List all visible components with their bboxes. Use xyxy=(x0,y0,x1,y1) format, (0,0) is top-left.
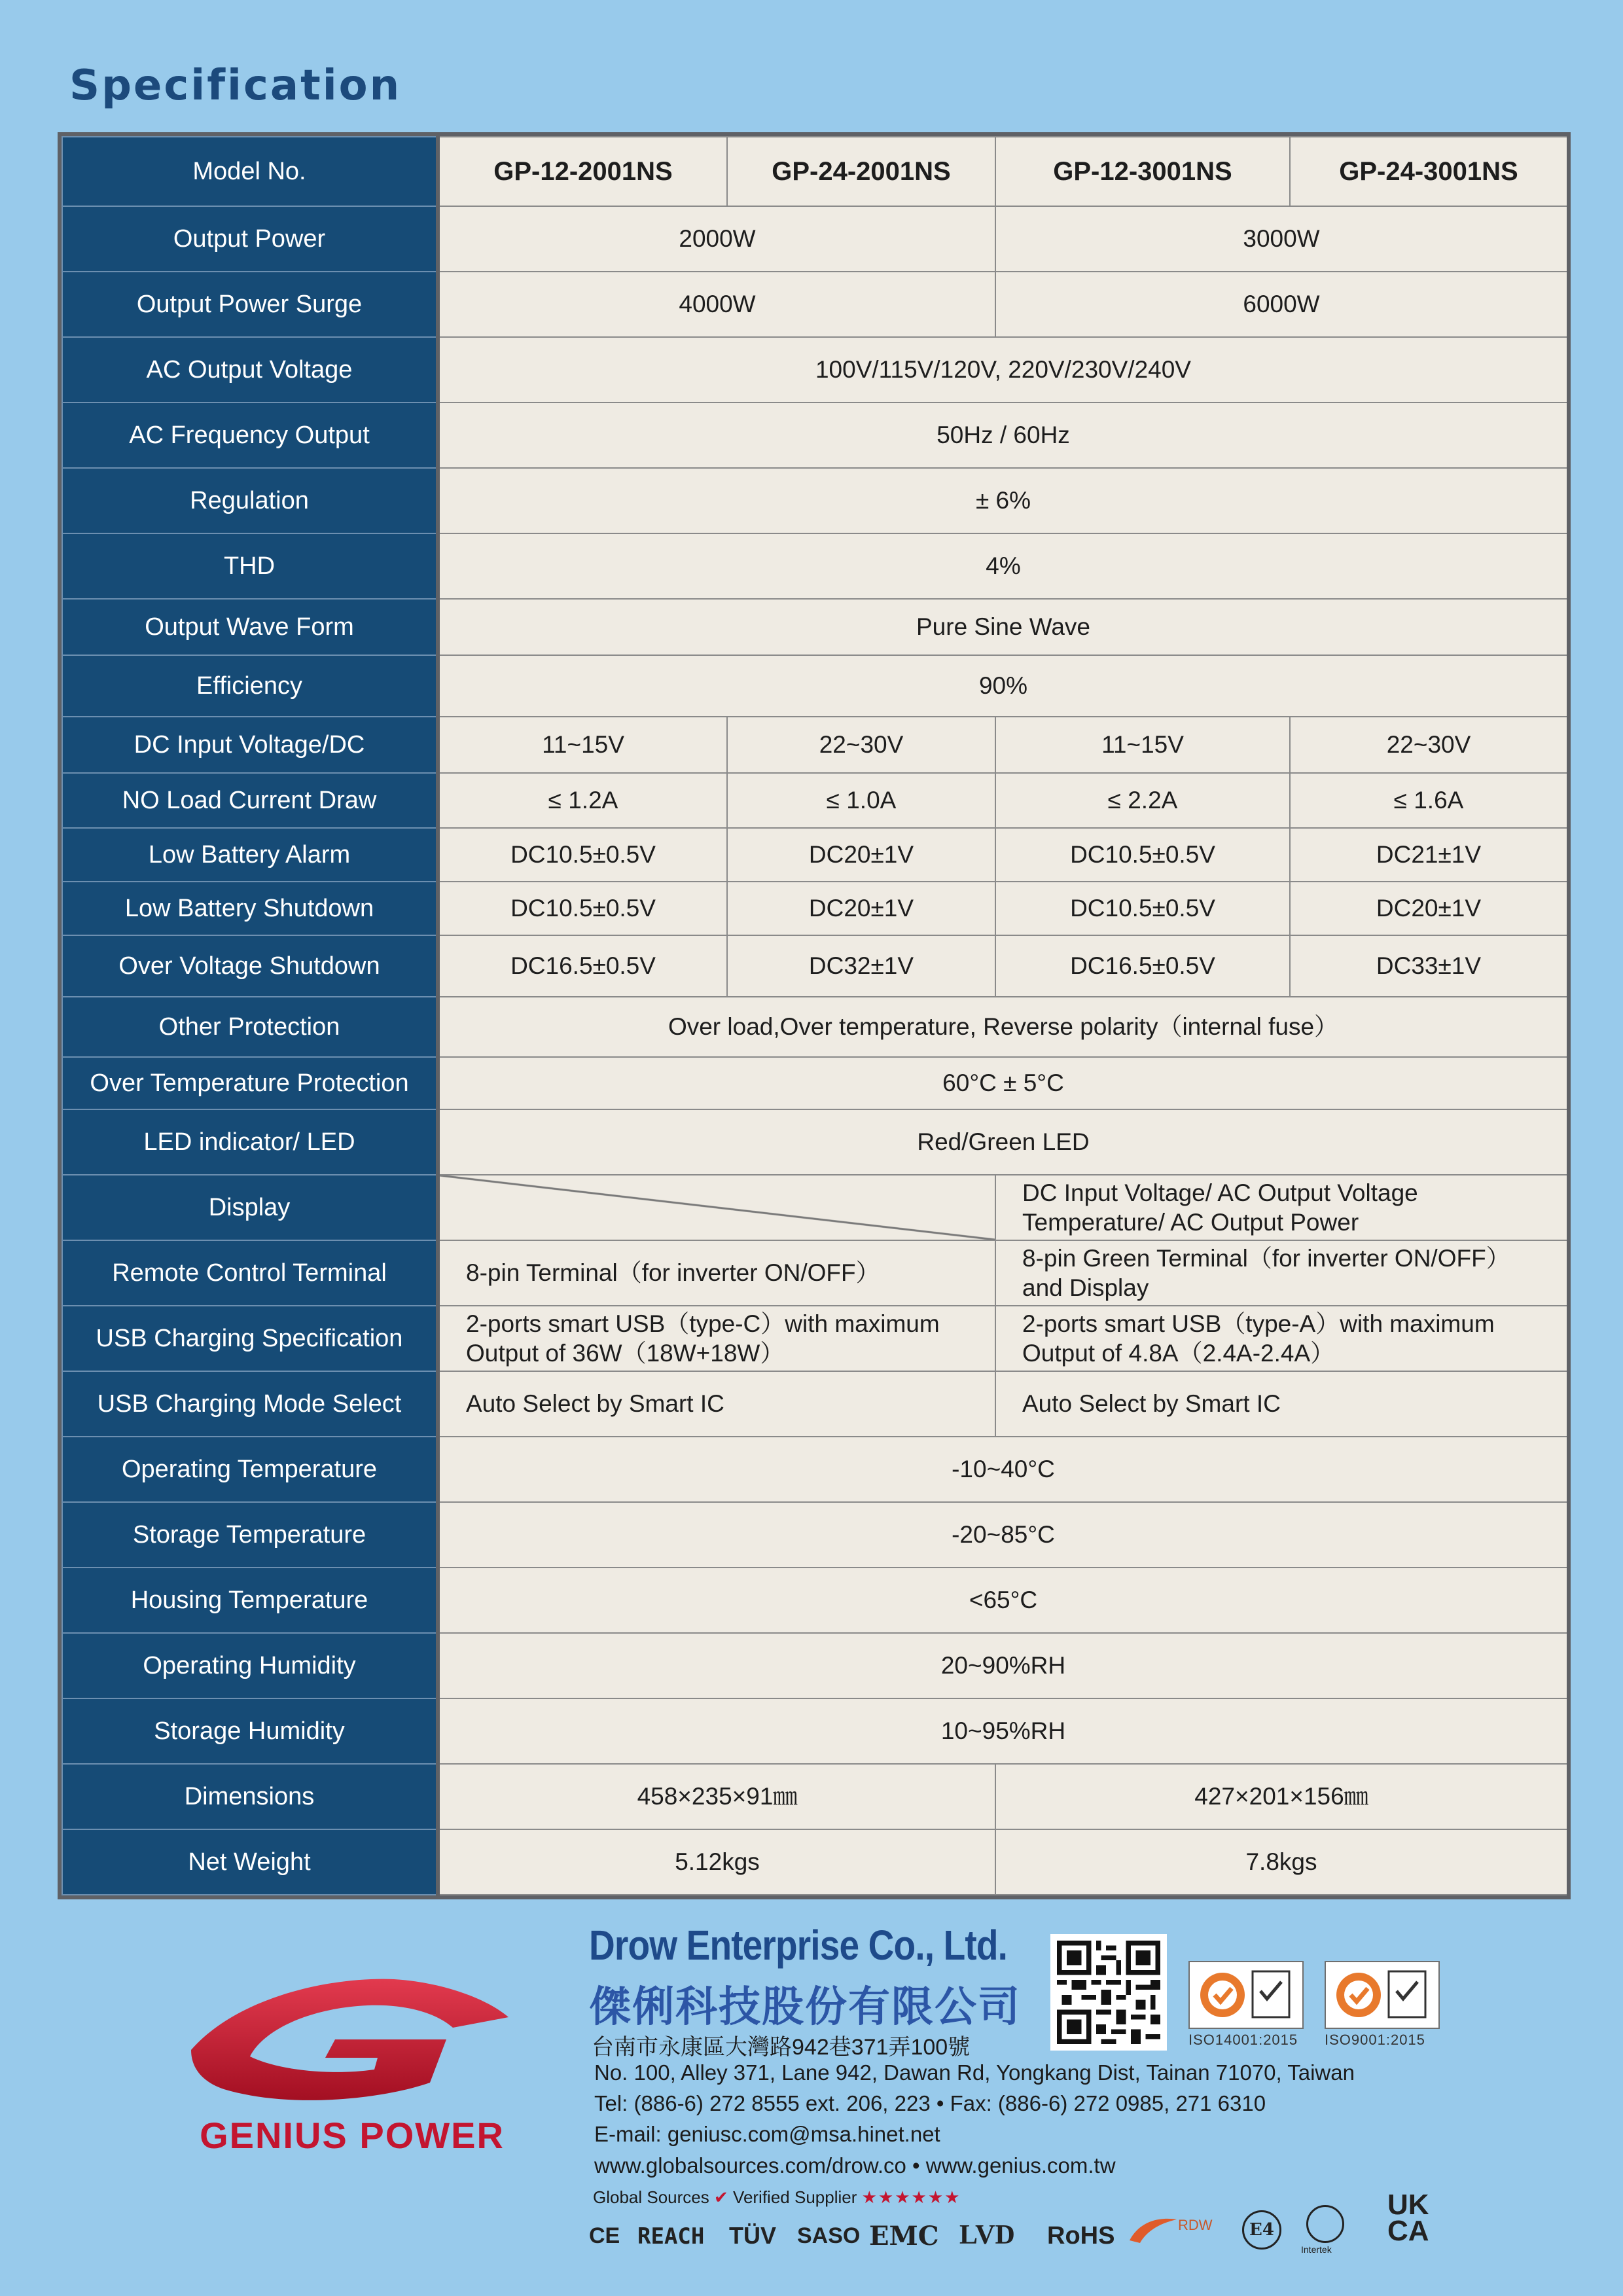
table-row xyxy=(62,403,1567,468)
cell-value: Red/Green LED xyxy=(438,1109,1567,1175)
cell-value xyxy=(438,1306,995,1371)
cell-value: DC33±1V xyxy=(1290,935,1567,997)
ce-mark-icon: CE xyxy=(589,2223,620,2248)
address-en: No. 100, Alley 371, Lane 942, Dawan Rd, Yongkang Dist, Tainan 71070, Taiwan xyxy=(594,2060,1355,2085)
row-label: Model No. xyxy=(62,137,438,206)
row-label: Output Power Surge xyxy=(62,272,438,337)
row-label: Storage Temperature xyxy=(62,1502,438,1568)
tuv-mark-icon: TÜV xyxy=(729,2222,776,2249)
table-row xyxy=(62,1633,1567,1698)
diagonal-empty-cell xyxy=(438,1175,995,1240)
cell-value: 60°C ± 5°C xyxy=(438,1057,1567,1109)
table-row xyxy=(62,828,1567,882)
row-label: Operating Humidity xyxy=(62,1633,438,1698)
cell-value: DC10.5±0.5V xyxy=(995,882,1290,935)
cell-value: Pure Sine Wave xyxy=(438,599,1567,655)
cell-value: ≤ 1.0A xyxy=(727,773,995,828)
cell-value: 11~15V xyxy=(438,717,727,773)
table-row xyxy=(62,337,1567,403)
cell-value: 100V/115V/120V, 220V/230V/240V xyxy=(438,337,1567,403)
row-label: Remote Control Terminal xyxy=(62,1240,438,1306)
reach-mark-icon: REACH xyxy=(637,2223,705,2250)
table-row xyxy=(62,1437,1567,1502)
table-row xyxy=(62,1698,1567,1764)
qr-code xyxy=(1050,1934,1167,2051)
cell-value: DC10.5±0.5V xyxy=(995,828,1290,882)
check-icon: ✔ xyxy=(714,2187,728,2207)
table-row xyxy=(62,717,1567,773)
cert-label: ISO14001:2015 xyxy=(1188,2032,1298,2048)
model-name: GP-12-3001NS xyxy=(995,137,1290,206)
intertek-label: Intertek xyxy=(1301,2244,1332,2255)
rdw-swoosh-icon xyxy=(1127,2214,1179,2246)
cell-value xyxy=(995,1240,1567,1306)
cell-value: 7.8kgs xyxy=(995,1829,1567,1895)
cert-label: ISO9001:2015 xyxy=(1325,2032,1425,2048)
etl-circle-icon xyxy=(1306,2205,1344,2243)
website-links[interactable]: www.globalsources.com/drow.co • www.genius.com.tw xyxy=(594,2153,1116,2178)
table-row xyxy=(62,533,1567,599)
cell-value: <65°C xyxy=(438,1568,1567,1633)
cell-value: 20~90%RH xyxy=(438,1633,1567,1698)
table-row xyxy=(62,997,1567,1057)
lvd-mark-icon: LVD xyxy=(959,2220,1015,2250)
cell-value: 427×201×156㎜ xyxy=(995,1764,1567,1829)
saso-mark-icon: SASO xyxy=(797,2223,861,2248)
row-label: Net Weight xyxy=(62,1829,438,1895)
table-row xyxy=(62,773,1567,828)
cell-value: 22~30V xyxy=(1290,717,1567,773)
cell-value: Auto Select by Smart IC xyxy=(438,1371,995,1437)
table-row xyxy=(62,1306,1567,1371)
cell-line: Output of 4.8A（2.4A-2.4A） xyxy=(1022,1340,1335,1367)
cell-value: DC16.5±0.5V xyxy=(995,935,1290,997)
sgs-ukas-cert-badge xyxy=(1325,1961,1440,2029)
company-name-en: Drow Enterprise Co., Ltd. xyxy=(589,1922,1008,1969)
cell-value: ≤ 2.2A xyxy=(995,773,1290,828)
cell-value: 3000W xyxy=(995,206,1567,272)
table-row xyxy=(62,935,1567,997)
row-label: Over Temperature Protection xyxy=(62,1057,438,1109)
global-sources-label: Global Sources xyxy=(593,2187,709,2207)
cell-value: Over load,Over temperature, Reverse polarity（internal fuse） xyxy=(438,997,1567,1057)
cell-value: -10~40°C xyxy=(438,1437,1567,1502)
cell-value xyxy=(995,1175,1567,1240)
cell-value: DC16.5±0.5V xyxy=(438,935,727,997)
model-name: GP-12-2001NS xyxy=(438,137,727,206)
genius-power-logo xyxy=(178,1971,518,2115)
ukca-ca-label: CA xyxy=(1387,2215,1429,2247)
cell-value: 22~30V xyxy=(727,717,995,773)
address-zh: 台南市永康區大灣路942巷371弄100號 xyxy=(592,2035,971,2060)
row-label: AC Frequency Output xyxy=(62,403,438,468)
cell-value: 4000W xyxy=(438,272,995,337)
cell-line: Output of 36W（18W+18W） xyxy=(466,1340,785,1367)
row-label: USB Charging Mode Select xyxy=(62,1371,438,1437)
cell-value: 11~15V xyxy=(995,717,1290,773)
cell-value: DC32±1V xyxy=(727,935,995,997)
row-label: Storage Humidity xyxy=(62,1698,438,1764)
cell-value: 4% xyxy=(438,533,1567,599)
table-row xyxy=(62,882,1567,935)
cell-value: 8-pin Terminal（for inverter ON/OFF） xyxy=(438,1240,995,1306)
cell-value xyxy=(995,1306,1567,1371)
table-row xyxy=(62,1057,1567,1109)
cell-line: and Display xyxy=(1022,1274,1149,1301)
cell-value: DC21±1V xyxy=(1290,828,1567,882)
table-row xyxy=(62,468,1567,533)
row-label: Dimensions xyxy=(62,1764,438,1829)
table-row xyxy=(62,206,1567,272)
table-row xyxy=(62,599,1567,655)
row-label: Operating Temperature xyxy=(62,1437,438,1502)
cell-line: DC Input Voltage/ AC Output Voltage xyxy=(1022,1179,1418,1206)
row-label: AC Output Voltage xyxy=(62,337,438,403)
cell-value: DC20±1V xyxy=(727,882,995,935)
cell-line: Temperature/ AC Output Power xyxy=(1022,1209,1359,1236)
table-row xyxy=(62,655,1567,717)
row-label: Over Voltage Shutdown xyxy=(62,935,438,997)
row-label: Efficiency xyxy=(62,655,438,717)
cell-value: 50Hz / 60Hz xyxy=(438,403,1567,468)
row-label: Display xyxy=(62,1175,438,1240)
cell-value: ≤ 1.2A xyxy=(438,773,727,828)
cell-line: 2-ports smart USB（type-C）with maximum xyxy=(466,1310,940,1337)
rohs-mark-icon: RoHS xyxy=(1047,2222,1115,2250)
phone-fax: Tel: (886-6) 272 8555 ext. 206, 223 • Fax: (886-6) 272 0985, 271 6310 xyxy=(594,2091,1266,2115)
row-label: THD xyxy=(62,533,438,599)
row-label: USB Charging Specification xyxy=(62,1306,438,1371)
ukca-uk-label: UK xyxy=(1387,2189,1429,2221)
table-row xyxy=(62,1829,1567,1895)
table-row xyxy=(62,1764,1567,1829)
sgs-ukas-cert-badge xyxy=(1188,1961,1304,2029)
table-row xyxy=(62,137,1567,206)
ukca-mark-icon xyxy=(1387,2189,1429,2247)
row-label: Low Battery Shutdown xyxy=(62,882,438,935)
cell-value: 10~95%RH xyxy=(438,1698,1567,1764)
cell-line: 8-pin Green Terminal（for inverter ON/OFF） xyxy=(1022,1244,1510,1272)
row-label: Output Wave Form xyxy=(62,599,438,655)
cell-value: DC10.5±0.5V xyxy=(438,882,727,935)
cell-value: 458×235×91㎜ xyxy=(438,1764,995,1829)
row-label: Low Battery Alarm xyxy=(62,828,438,882)
row-label: LED indicator/ LED xyxy=(62,1109,438,1175)
table-row xyxy=(62,1109,1567,1175)
cell-value: 5.12kgs xyxy=(438,1829,995,1895)
row-label: Other Protection xyxy=(62,997,438,1057)
row-label: DC Input Voltage/DC xyxy=(62,717,438,773)
table-row xyxy=(62,1371,1567,1437)
company-name-zh: 傑俐科技股份有限公司 xyxy=(589,1983,1021,2030)
row-label: Output Power xyxy=(62,206,438,272)
cell-value: 6000W xyxy=(995,272,1567,337)
spec-table xyxy=(58,132,1571,1899)
row-label: NO Load Current Draw xyxy=(62,773,438,828)
row-label: Regulation xyxy=(62,468,438,533)
cell-value: ≤ 1.6A xyxy=(1290,773,1567,828)
model-name: GP-24-2001NS xyxy=(727,137,995,206)
cell-value: DC20±1V xyxy=(727,828,995,882)
table-row xyxy=(62,1502,1567,1568)
cell-value: -20~85°C xyxy=(438,1502,1567,1568)
cell-value: Auto Select by Smart IC xyxy=(995,1371,1567,1437)
email-link[interactable]: E-mail: geniusc.com@msa.hinet.net xyxy=(594,2122,940,2146)
cell-value: DC10.5±0.5V xyxy=(438,828,727,882)
cell-value: ± 6% xyxy=(438,468,1567,533)
star-rating: ★★★★★★ xyxy=(861,2187,961,2207)
model-name: GP-24-3001NS xyxy=(1290,137,1567,206)
brand-name: GENIUS POWER xyxy=(200,2115,505,2156)
table-row xyxy=(62,272,1567,337)
e4-mark-icon: E4 xyxy=(1242,2210,1281,2250)
row-label: Housing Temperature xyxy=(62,1568,438,1633)
certification-marks xyxy=(589,2189,1446,2255)
cell-line: 2-ports smart USB（type-A）with maximum xyxy=(1022,1310,1495,1337)
cell-value: 90% xyxy=(438,655,1567,717)
rdw-mark-icon: RDW xyxy=(1178,2217,1213,2233)
verified-label: Verified Supplier xyxy=(733,2187,857,2207)
cell-value: DC20±1V xyxy=(1290,882,1567,935)
emc-mark-icon: EMC xyxy=(869,2221,939,2251)
table-row xyxy=(62,1568,1567,1633)
table-row xyxy=(62,1240,1567,1306)
page-title: Specification xyxy=(69,62,402,110)
table-row xyxy=(62,1175,1567,1240)
cell-value: 2000W xyxy=(438,206,995,272)
